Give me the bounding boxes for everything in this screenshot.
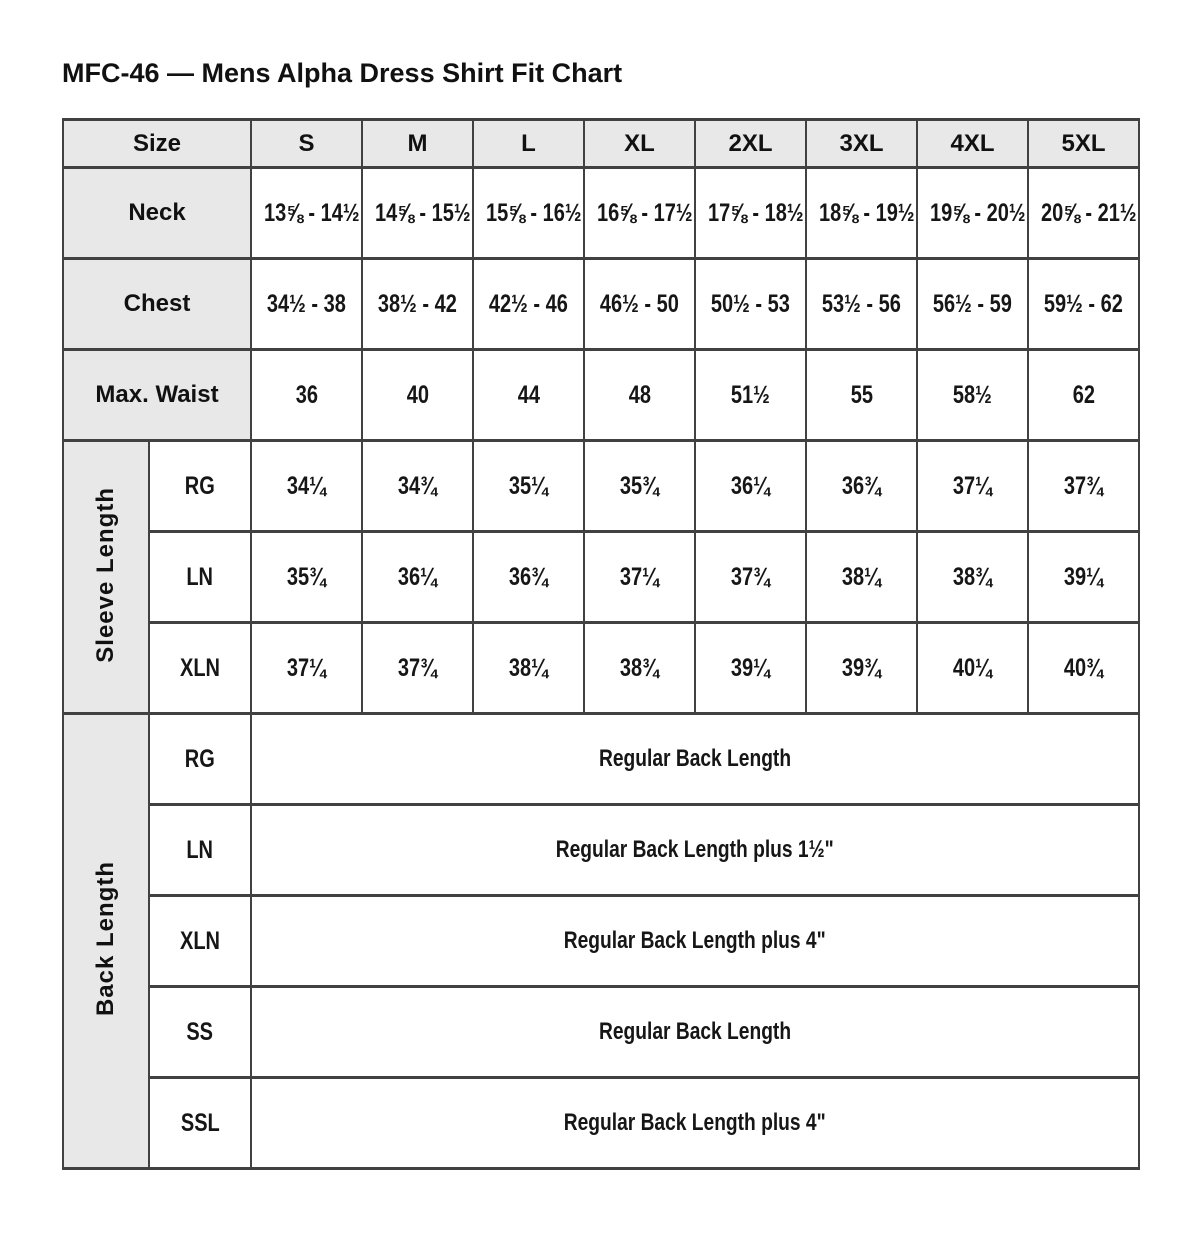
- neck-value-5xl: 20⅝ - 21½: [1028, 168, 1139, 259]
- sleeve-xln-value-5xl: 40¾: [1028, 623, 1139, 714]
- sleeve-ln-row: [63, 532, 1139, 623]
- max-waist-value-xl: 48: [584, 350, 695, 441]
- sleeve-ln-value-s: 35¾: [251, 532, 362, 623]
- max-waist-value-5xl: 62: [1028, 350, 1139, 441]
- size-header-cell: [63, 120, 251, 168]
- size-col-l: L: [473, 120, 584, 168]
- size-col-m: M: [362, 120, 473, 168]
- sleeve-rg-value-s: 34¼: [251, 441, 362, 532]
- chest-row: [63, 259, 1139, 350]
- sleeve-xln-value-2xl: 39¼: [695, 623, 806, 714]
- max-waist-value-3xl: 55: [806, 350, 917, 441]
- back-rg-code: RG: [149, 714, 251, 805]
- sleeve-rg-code: RG: [149, 441, 251, 532]
- sleeve-ln-value-l: 36¾: [473, 532, 584, 623]
- sleeve-rg-value-2xl: 36¼: [695, 441, 806, 532]
- neck-value-4xl: 19⅝ - 20½: [917, 168, 1028, 259]
- max-waist-value-s: 36: [251, 350, 362, 441]
- sleeve-rg-value-5xl: 37¾: [1028, 441, 1139, 532]
- size-col-4xl: 4XL: [917, 120, 1028, 168]
- max-waist-row-label: Max. Waist: [63, 350, 251, 441]
- sleeve-length-section-label: Sleeve Length: [63, 441, 149, 714]
- max-waist-value-m: 40: [362, 350, 473, 441]
- sleeve-rg-value-3xl: 36¾: [806, 441, 917, 532]
- size-col-3xl: 3XL: [806, 120, 917, 168]
- back-ssl-row: [63, 1078, 1139, 1169]
- chest-value-5xl: 59½ - 62: [1028, 259, 1139, 350]
- back-ln-row: [63, 805, 1139, 896]
- back-ss-row: [63, 987, 1139, 1078]
- sleeve-ln-value-3xl: 38¼: [806, 532, 917, 623]
- sleeve-rg-value-m: 34¾: [362, 441, 473, 532]
- size-col-s: S: [251, 120, 362, 168]
- sleeve-xln-value-m: 37¾: [362, 623, 473, 714]
- sleeve-ln-value-2xl: 37¾: [695, 532, 806, 623]
- sleeve-rg-value-l: 35¼: [473, 441, 584, 532]
- sleeve-xln-value-3xl: 39¾: [806, 623, 917, 714]
- chest-value-4xl: 56½ - 59: [917, 259, 1028, 350]
- size-header-label: Size: [132, 129, 182, 157]
- max-waist-row: [63, 350, 1139, 441]
- max-waist-value-2xl: 51½: [695, 350, 806, 441]
- fit-chart-table: [62, 118, 1140, 1170]
- neck-value-m: 14⅝ - 15½: [362, 168, 473, 259]
- chest-value-l: 42½ - 46: [473, 259, 584, 350]
- neck-value-2xl: 17⅝ - 18½: [695, 168, 806, 259]
- page-title: MFC-46 — Mens Alpha Dress Shirt Fit Chart: [62, 58, 623, 88]
- back-length-section-label: Back Length: [63, 714, 149, 1169]
- size-col-5xl: 5XL: [1028, 120, 1139, 168]
- back-ssl-code: SSL: [149, 1078, 251, 1169]
- sleeve-ln-value-5xl: 39¼: [1028, 532, 1139, 623]
- sleeve-xln-row: [63, 623, 1139, 714]
- back-xln-row: [63, 896, 1139, 987]
- sleeve-ln-value-xl: 37¼: [584, 532, 695, 623]
- chest-value-s: 34½ - 38: [251, 259, 362, 350]
- neck-value-3xl: 18⅝ - 19½: [806, 168, 917, 259]
- chest-value-3xl: 53½ - 56: [806, 259, 917, 350]
- size-col-xl: XL: [584, 120, 695, 168]
- size-col-2xl: 2XL: [695, 120, 806, 168]
- size-header-row: [63, 120, 1139, 168]
- back-rg-row: [63, 714, 1139, 805]
- sleeve-xln-value-4xl: 40¼: [917, 623, 1028, 714]
- back-ssl-description: Regular Back Length plus 4": [251, 1078, 1139, 1169]
- neck-row-label: Neck: [63, 168, 251, 259]
- sleeve-xln-value-xl: 38¾: [584, 623, 695, 714]
- sleeve-ln-value-m: 36¼: [362, 532, 473, 623]
- sleeve-xln-value-l: 38¼: [473, 623, 584, 714]
- back-ss-description: Regular Back Length: [251, 987, 1139, 1078]
- sleeve-xln-code: XLN: [149, 623, 251, 714]
- back-ln-description: Regular Back Length plus 1½": [251, 805, 1139, 896]
- back-ss-code: SS: [149, 987, 251, 1078]
- sleeve-rg-value-4xl: 37¼: [917, 441, 1028, 532]
- chest-value-2xl: 50½ - 53: [695, 259, 806, 350]
- back-rg-description: Regular Back Length: [251, 714, 1139, 805]
- neck-value-s: 13⅝ - 14½: [251, 168, 362, 259]
- max-waist-value-l: 44: [473, 350, 584, 441]
- sleeve-rg-row: [63, 441, 1139, 532]
- sleeve-ln-code: LN: [149, 532, 251, 623]
- chest-value-m: 38½ - 42: [362, 259, 473, 350]
- max-waist-value-4xl: 58½: [917, 350, 1028, 441]
- back-xln-description: Regular Back Length plus 4": [251, 896, 1139, 987]
- sleeve-rg-value-xl: 35¾: [584, 441, 695, 532]
- chest-row-label: Chest: [63, 259, 251, 350]
- back-xln-code: XLN: [149, 896, 251, 987]
- neck-row: [63, 168, 1139, 259]
- back-ln-code: LN: [149, 805, 251, 896]
- sleeve-ln-value-4xl: 38¾: [917, 532, 1028, 623]
- chest-value-xl: 46½ - 50: [584, 259, 695, 350]
- neck-value-xl: 16⅝ - 17½: [584, 168, 695, 259]
- sleeve-xln-value-s: 37¼: [251, 623, 362, 714]
- neck-value-l: 15⅝ - 16½: [473, 168, 584, 259]
